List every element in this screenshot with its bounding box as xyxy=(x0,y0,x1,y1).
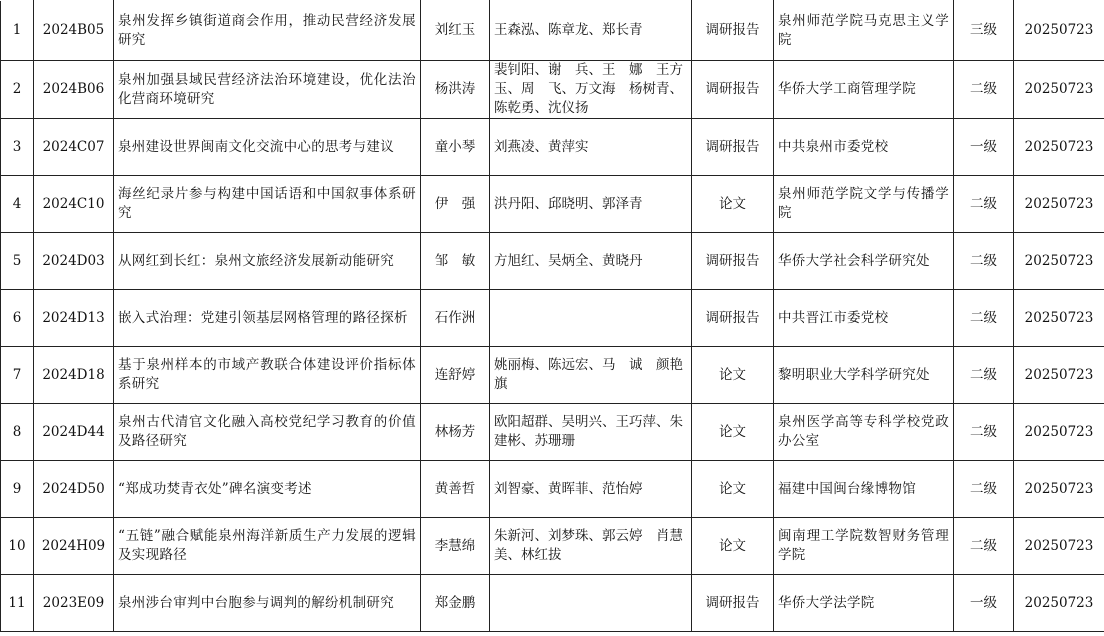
project-leader: 刘红玉 xyxy=(421,1,490,61)
row-number: 5 xyxy=(1,233,34,290)
project-title: 海丝纪录片参与构建中国话语和中国叙事体系研究 xyxy=(114,176,421,233)
row-number: 3 xyxy=(1,119,34,176)
project-leader: 伊 强 xyxy=(421,176,490,233)
project-members xyxy=(490,575,692,632)
project-code: 2024D18 xyxy=(34,347,114,404)
table-row xyxy=(1,61,1104,119)
project-code: 2023E09 xyxy=(34,575,114,632)
table-row xyxy=(1,290,1104,347)
grade-level: 二级 xyxy=(954,61,1014,119)
project-leader: 李慧绵 xyxy=(421,518,490,575)
completion-date: 20250723 xyxy=(1014,461,1104,518)
completion-date: 20250723 xyxy=(1014,1,1104,61)
project-title: “郑成功焚青衣处”碑名演变考述 xyxy=(114,461,421,518)
row-number: 8 xyxy=(1,404,34,461)
project-members: 方旭红、吴炳全、黄晓丹 xyxy=(490,233,692,290)
result-type: 调研报告 xyxy=(692,233,774,290)
project-title: 基于泉州样本的市域产教联合体建设评价指标体系研究 xyxy=(114,347,421,404)
affiliation: 黎明职业大学科学研究处 xyxy=(774,347,954,404)
project-code: 2024B05 xyxy=(34,1,114,61)
project-leader: 童小琴 xyxy=(421,119,490,176)
project-code: 2024D50 xyxy=(34,461,114,518)
completion-date: 20250723 xyxy=(1014,404,1104,461)
grade-level: 二级 xyxy=(954,404,1014,461)
table-row xyxy=(1,404,1104,461)
project-leader: 邹 敏 xyxy=(421,233,490,290)
affiliation: 中共泉州市委党校 xyxy=(774,119,954,176)
result-type: 调研报告 xyxy=(692,290,774,347)
grade-level: 三级 xyxy=(954,1,1014,61)
row-number: 10 xyxy=(1,518,34,575)
result-type: 调研报告 xyxy=(692,575,774,632)
project-members: 欧阳超群、吴明兴、王巧萍、朱建彬、苏珊珊 xyxy=(490,404,692,461)
result-type: 论文 xyxy=(692,518,774,575)
affiliation: 泉州师范学院马克思主义学院 xyxy=(774,1,954,61)
grade-level: 二级 xyxy=(954,347,1014,404)
affiliation: 华侨大学社会科学研究处 xyxy=(774,233,954,290)
grade-level: 二级 xyxy=(954,290,1014,347)
result-type: 调研报告 xyxy=(692,1,774,61)
result-type: 论文 xyxy=(692,176,774,233)
completion-date: 20250723 xyxy=(1014,61,1104,119)
project-members: 洪丹阳、邱晓明、郭泽青 xyxy=(490,176,692,233)
project-title: 从网红到长红：泉州文旅经济发展新动能研究 xyxy=(114,233,421,290)
project-members: 刘燕凌、黄萍实 xyxy=(490,119,692,176)
project-leader: 连舒婷 xyxy=(421,347,490,404)
project-title: 泉州建设世界闽南文化交流中心的思考与建议 xyxy=(114,119,421,176)
project-code: 2024D44 xyxy=(34,404,114,461)
project-code: 2024C10 xyxy=(34,176,114,233)
project-members xyxy=(490,290,692,347)
project-title: 泉州古代清官文化融入高校党纪学习教育的价值及路径研究 xyxy=(114,404,421,461)
project-title: 泉州发挥乡镇街道商会作用，推动民营经济发展研究 xyxy=(114,1,421,61)
completion-date: 20250723 xyxy=(1014,518,1104,575)
grade-level: 二级 xyxy=(954,461,1014,518)
completion-date: 20250723 xyxy=(1014,176,1104,233)
completion-date: 20250723 xyxy=(1014,119,1104,176)
project-leader: 黄善哲 xyxy=(421,461,490,518)
affiliation: 福建中国闽台缘博物馆 xyxy=(774,461,954,518)
grade-level: 二级 xyxy=(954,233,1014,290)
table-row xyxy=(1,176,1104,233)
row-number: 6 xyxy=(1,290,34,347)
project-members: 王森泓、陈章龙、郑长青 xyxy=(490,1,692,61)
row-number: 11 xyxy=(1,575,34,632)
project-title: 泉州涉台审判中台胞参与调判的解纷机制研究 xyxy=(114,575,421,632)
table-row xyxy=(1,575,1104,632)
affiliation: 中共晋江市委党校 xyxy=(774,290,954,347)
result-type: 论文 xyxy=(692,461,774,518)
project-title: 嵌入式治理：党建引领基层网格管理的路径探析 xyxy=(114,290,421,347)
project-members: 刘智豪、黄晖菲、范怡婷 xyxy=(490,461,692,518)
project-members: 裴钊阳、谢 兵、王 娜 王方玉、周 飞、万文海 杨树青、陈乾勇、沈仪扬 xyxy=(490,61,692,119)
project-code: 2024D03 xyxy=(34,233,114,290)
row-number: 7 xyxy=(1,347,34,404)
row-number: 9 xyxy=(1,461,34,518)
grade-level: 二级 xyxy=(954,176,1014,233)
completion-date: 20250723 xyxy=(1014,233,1104,290)
table-row xyxy=(1,119,1104,176)
completion-date: 20250723 xyxy=(1014,347,1104,404)
affiliation: 华侨大学法学院 xyxy=(774,575,954,632)
affiliation: 闽南理工学院数智财务管理学院 xyxy=(774,518,954,575)
affiliation: 泉州医学高等专科学校党政办公室 xyxy=(774,404,954,461)
project-leader: 杨洪涛 xyxy=(421,61,490,119)
result-type: 论文 xyxy=(692,347,774,404)
affiliation: 泉州师范学院文学与传播学院 xyxy=(774,176,954,233)
project-leader: 林杨芳 xyxy=(421,404,490,461)
table-row xyxy=(1,347,1104,404)
grade-level: 一级 xyxy=(954,575,1014,632)
project-code: 2024B06 xyxy=(34,61,114,119)
result-type: 调研报告 xyxy=(692,61,774,119)
affiliation: 华侨大学工商管理学院 xyxy=(774,61,954,119)
completion-date: 20250723 xyxy=(1014,575,1104,632)
row-number: 2 xyxy=(1,61,34,119)
project-title: 泉州加强县域民营经济法治环境建设，优化法治化营商环境研究 xyxy=(114,61,421,119)
result-type: 论文 xyxy=(692,404,774,461)
project-code: 2024H09 xyxy=(34,518,114,575)
table-row xyxy=(1,518,1104,575)
row-number: 1 xyxy=(1,1,34,61)
table-row xyxy=(1,233,1104,290)
project-title: “五链”融合赋能泉州海洋新质生产力发展的逻辑及实现路径 xyxy=(114,518,421,575)
grade-level: 二级 xyxy=(954,518,1014,575)
result-type: 调研报告 xyxy=(692,119,774,176)
table-row xyxy=(1,1,1104,61)
project-leader: 石作洲 xyxy=(421,290,490,347)
row-number: 4 xyxy=(1,176,34,233)
table-row xyxy=(1,461,1104,518)
completion-date: 20250723 xyxy=(1014,290,1104,347)
project-code: 2024D13 xyxy=(34,290,114,347)
project-code: 2024C07 xyxy=(34,119,114,176)
project-members: 姚丽梅、陈远宏、马 诚 颜艳旗 xyxy=(490,347,692,404)
grade-level: 一级 xyxy=(954,119,1014,176)
project-members: 朱新河、刘梦珠、郭云婷 肖慧美、林红拔 xyxy=(490,518,692,575)
project-leader: 郑金鹏 xyxy=(421,575,490,632)
table-body xyxy=(1,1,1104,632)
